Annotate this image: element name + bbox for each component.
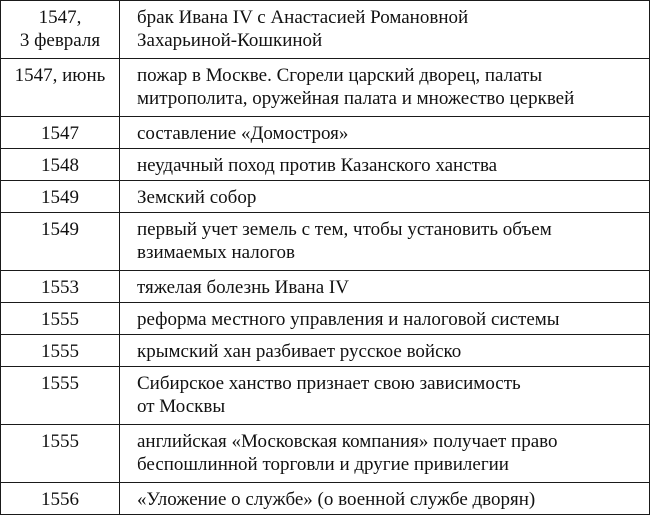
event-line: неудачный поход против Казанского ханства bbox=[137, 155, 498, 176]
date-cell bbox=[1, 181, 120, 213]
event-cell bbox=[120, 117, 650, 149]
event-cell bbox=[120, 483, 650, 515]
event-line: первый учет земель с тем, чтобы установить объем bbox=[137, 219, 552, 240]
table-row bbox=[1, 271, 650, 303]
date-cell bbox=[1, 335, 120, 367]
date-line: 1555 bbox=[41, 341, 79, 362]
table-row bbox=[1, 483, 650, 515]
event-cell bbox=[120, 271, 650, 303]
event-cell bbox=[120, 213, 650, 271]
date-line: 1555 bbox=[41, 309, 79, 330]
event-cell bbox=[120, 149, 650, 181]
event-cell bbox=[120, 367, 650, 425]
date-cell bbox=[1, 367, 120, 425]
date-cell bbox=[1, 425, 120, 483]
event-cell bbox=[120, 303, 650, 335]
event-line: «Уложение о службе» (о военной службе дворян) bbox=[137, 489, 536, 510]
date-line: 3 февраля bbox=[19, 30, 101, 51]
event-line: митрополита, оружейная палата и множество церквей bbox=[137, 88, 575, 109]
date-line: 1553 bbox=[41, 277, 79, 298]
date-line: 1547 bbox=[41, 123, 79, 144]
event-cell bbox=[120, 335, 650, 367]
table-row bbox=[1, 425, 650, 483]
table-row bbox=[1, 303, 650, 335]
event-line: брак Ивана IV с Анастасией Романовной bbox=[137, 7, 469, 28]
date-line: 1556 bbox=[41, 489, 79, 510]
table-row bbox=[1, 335, 650, 367]
event-line: взимаемых налогов bbox=[137, 242, 295, 263]
date-line: 1555 bbox=[41, 373, 79, 394]
event-line: реформа местного управления и налоговой системы bbox=[137, 309, 560, 330]
date-cell bbox=[1, 483, 120, 515]
date-cell bbox=[1, 271, 120, 303]
date-line: 1549 bbox=[41, 219, 79, 240]
event-cell bbox=[120, 425, 650, 483]
event-line: тяжелая болезнь Ивана IV bbox=[137, 277, 349, 298]
table-row bbox=[1, 149, 650, 181]
date-line: 1549 bbox=[41, 187, 79, 208]
table-row bbox=[1, 367, 650, 425]
date-cell bbox=[1, 213, 120, 271]
table-row bbox=[1, 213, 650, 271]
event-line: Сибирское ханство признает свою зависимость bbox=[137, 373, 521, 394]
event-line: Земский собор bbox=[137, 187, 257, 208]
date-cell bbox=[1, 303, 120, 335]
table-row bbox=[1, 59, 650, 117]
event-line: беспошлинной торговли и другие привилегии bbox=[137, 454, 509, 475]
event-line: пожар в Москве. Сгорели царский дворец, палаты bbox=[137, 65, 543, 86]
date-cell bbox=[1, 1, 120, 59]
date-cell bbox=[1, 117, 120, 149]
date-cell bbox=[1, 59, 120, 117]
event-line: составление «Домостроя» bbox=[137, 123, 349, 144]
event-line: от Москвы bbox=[137, 396, 226, 417]
event-cell bbox=[120, 59, 650, 117]
table-row bbox=[1, 1, 650, 59]
date-line: 1555 bbox=[41, 431, 79, 452]
date-line: 1547, июнь bbox=[14, 65, 106, 86]
table-row bbox=[1, 117, 650, 149]
date-line: 1548 bbox=[41, 155, 79, 176]
event-line: Захарьиной-Кошкиной bbox=[137, 30, 323, 51]
date-line: 1547, bbox=[38, 7, 82, 28]
event-cell bbox=[120, 1, 650, 59]
table-row bbox=[1, 181, 650, 213]
event-line: крымский хан разбивает русское войско bbox=[137, 341, 462, 362]
event-line: английская «Московская компания» получает право bbox=[137, 431, 558, 452]
event-cell bbox=[120, 181, 650, 213]
date-cell bbox=[1, 149, 120, 181]
